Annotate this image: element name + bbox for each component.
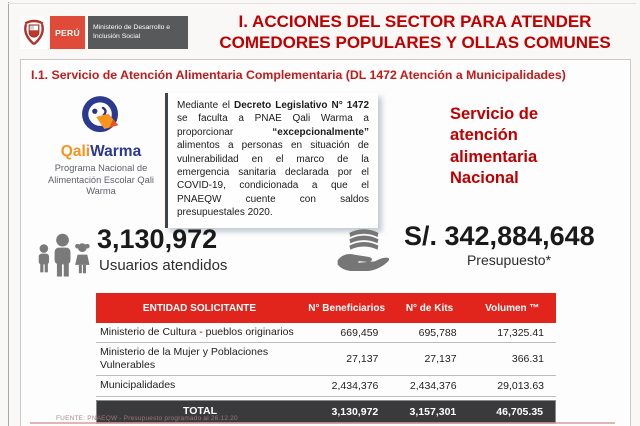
footer-note: FUENTE: PNAEQW - Presupuesto programado al 26.12.20 xyxy=(56,415,238,422)
users-label: Usuarios atendidos xyxy=(99,257,228,274)
peru-coat-of-arms-icon xyxy=(20,16,47,49)
cell-volume: 366.31 xyxy=(469,343,556,376)
cell-beneficiaries: 2,434,376 xyxy=(303,376,390,396)
cell-kits: 695,788 xyxy=(390,323,468,343)
qaliwarma-icon xyxy=(78,94,124,140)
cell-entity: Municipalidades xyxy=(96,376,303,396)
cell-entity: Ministerio de Cultura - pueblos originarios xyxy=(96,323,303,343)
decree-text: se faculta a PNAE Qali Warma a proporcionar xyxy=(177,113,369,138)
cell-kits: 2,434,376 xyxy=(390,376,468,396)
users-value: 3,130,972 xyxy=(97,224,218,254)
qaliwarma-wordmark xyxy=(35,143,167,161)
cell-beneficiaries: 27,137 xyxy=(303,343,390,376)
total-volume: 46,705.35 xyxy=(468,400,555,423)
total-kits: 3,157,301 xyxy=(390,400,468,423)
decree-text-bold: “excepcionalmente” xyxy=(272,126,369,138)
decree-text: Mediante el xyxy=(177,100,234,111)
bottom-rule xyxy=(30,422,615,424)
total-beneficiaries: 3,130,972 xyxy=(303,400,390,423)
table-row xyxy=(96,376,556,396)
cell-kits: 27,137 xyxy=(390,343,468,376)
ministry-label: Ministerio de Desarrollo e Inclusión Social xyxy=(88,16,188,49)
header-cell-volume: Volumen ™ xyxy=(469,293,556,323)
table-header-row xyxy=(96,293,556,323)
qaliwarma-wordmark-qali: Qali xyxy=(60,143,91,160)
frame-top-edge xyxy=(8,3,636,4)
service-label: Servicio de atención alimentaria Nacional xyxy=(450,105,539,188)
page-title xyxy=(195,12,635,53)
decree-text: alimentos a personas en situación de vulnerabilidad en el marco de la emergencia sanitaria declarada por el COVID-19, condicionada a que el PNAEQW cuente con saldos presupuestales 2020. xyxy=(177,140,369,219)
cell-entity: Ministerio de la Mujer y Poblaciones Vulnerables xyxy=(96,343,303,376)
frame-left-edge xyxy=(8,2,9,426)
decree-text-bold: Decreto Legislativo N° 1472 xyxy=(233,100,369,111)
data-table xyxy=(96,293,556,424)
peru-label: PERÚ xyxy=(50,16,85,49)
qaliwarma-wordmark-warma: Warma xyxy=(90,143,142,160)
section-box xyxy=(20,59,631,426)
requests-table xyxy=(96,293,556,397)
family-icon xyxy=(35,232,91,285)
money-hand-icon xyxy=(334,225,392,282)
cell-beneficiaries: 669,459 xyxy=(303,323,390,343)
budget-label: Presupuesto* xyxy=(466,252,552,268)
header-cell-kits: N° de Kits xyxy=(390,293,468,323)
table-row xyxy=(96,323,556,343)
total-label: TOTAL xyxy=(97,400,304,423)
page-title-line: COMEDORES POPULARES Y OLLAS COMUNES xyxy=(219,32,611,52)
header-cell-entity: ENTIDAD SOLICITANTE xyxy=(96,293,303,323)
qaliwarma-logo xyxy=(35,94,167,198)
budget-value: S/. 342,884,648 xyxy=(404,221,595,251)
cell-volume: 29,013.63 xyxy=(469,376,556,396)
page-title-line: I. ACCIONES DEL SECTOR PARA ATENDER xyxy=(238,12,592,31)
section-subtitle: I.1. Servicio de Atención Alimentaria Complementaria (DL 1472 Atención a Municipalidades) xyxy=(31,68,566,82)
gov-logo xyxy=(20,16,188,49)
table-row xyxy=(96,343,556,376)
decree-box xyxy=(165,93,378,228)
header-cell-beneficiaries: N° Beneficiarios xyxy=(303,293,390,323)
qaliwarma-subtitle: Programa Nacional de Alimentación Escolar Qali Warma xyxy=(48,163,154,197)
cell-volume: 17,325.41 xyxy=(469,323,556,343)
